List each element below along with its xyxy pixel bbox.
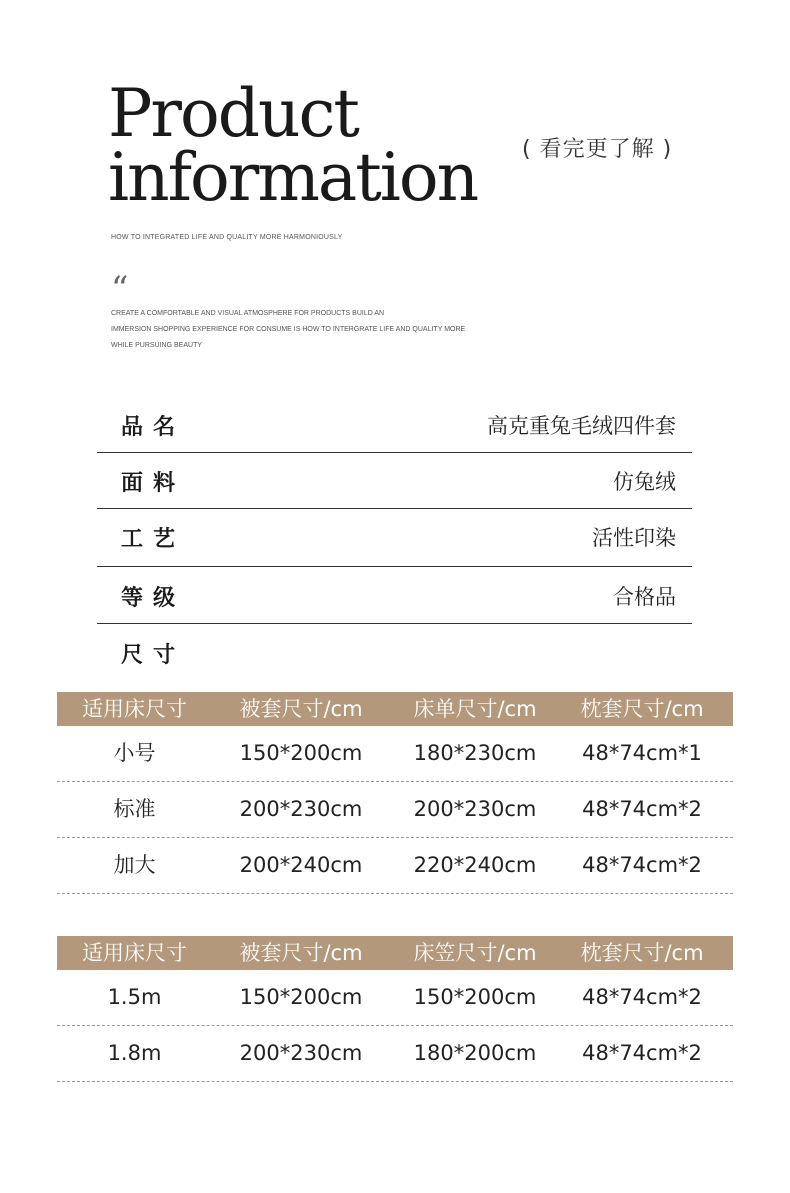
page-title bbox=[108, 75, 478, 216]
quote-icon: “ bbox=[111, 269, 129, 309]
column-header: 枕套尺寸/cm bbox=[580, 697, 704, 721]
intro-line: IMMERSION SHOPPING EXPERIENCE FOR CONSUME IS HOW TO INTERGRATE LIFE AND QUALITY MORE bbox=[111, 326, 466, 333]
table-cell: 200*230cm bbox=[239, 797, 363, 821]
table-cell: 180*230cm bbox=[413, 741, 537, 765]
table-row bbox=[57, 838, 733, 894]
table-row bbox=[57, 970, 733, 1026]
table-header bbox=[57, 936, 733, 970]
column-header: 适用床尺寸 bbox=[82, 697, 187, 721]
spec-row-craft bbox=[97, 508, 692, 567]
column-header: 床单尺寸/cm bbox=[413, 697, 537, 721]
table-cell: 150*200cm bbox=[239, 741, 363, 765]
table-cell: 150*200cm bbox=[413, 985, 537, 1009]
table-cell: 标准 bbox=[113, 797, 156, 821]
spec-key: 品名 bbox=[121, 415, 186, 440]
intro-line: WHILE PURSUING BEAUTY bbox=[111, 342, 203, 349]
spec-row-fabric bbox=[97, 452, 692, 509]
column-header: 床笠尺寸/cm bbox=[413, 941, 537, 965]
intro-line: CREATE A COMFORTABLE AND VISUAL ATMOSPHERE FOR PRODUCTS BUILD AN bbox=[111, 310, 385, 317]
spec-value: 高克重兔毛绒四件套 bbox=[487, 414, 676, 438]
spec-row-name bbox=[97, 396, 692, 453]
table-cell: 1.5m bbox=[107, 985, 162, 1009]
table-cell: 48*74cm*2 bbox=[582, 985, 702, 1009]
table-cell: 48*74cm*2 bbox=[582, 797, 702, 821]
spec-value: 仿兔绒 bbox=[613, 470, 676, 494]
table-cell: 小号 bbox=[113, 741, 156, 765]
table-cell: 200*230cm bbox=[239, 1041, 363, 1065]
table-cell: 48*74cm*2 bbox=[582, 853, 702, 877]
spec-value: 活性印染 bbox=[592, 526, 676, 550]
table-cell: 150*200cm bbox=[239, 985, 363, 1009]
spec-key: 面料 bbox=[121, 471, 186, 496]
tagline: HOW TO INTEGRATED LIFE AND QUALITY MORE HARMONIOUSLY bbox=[111, 234, 343, 241]
read-more-note: ( 看完更了解 ) bbox=[522, 137, 673, 162]
spec-value: 合格品 bbox=[613, 585, 676, 609]
column-header: 适用床尺寸 bbox=[82, 941, 187, 965]
table-cell: 180*200cm bbox=[413, 1041, 537, 1065]
title-line-2: information bbox=[108, 139, 478, 216]
spec-key: 工艺 bbox=[121, 527, 186, 552]
table-cell: 200*230cm bbox=[413, 797, 537, 821]
title-line-1: Product bbox=[108, 75, 358, 152]
table-cell: 加大 bbox=[113, 853, 156, 877]
column-header: 被套尺寸/cm bbox=[239, 697, 363, 721]
spec-key: 等级 bbox=[121, 586, 186, 611]
table-row bbox=[57, 726, 733, 782]
intro-text bbox=[111, 306, 531, 354]
spec-row-size bbox=[97, 624, 692, 680]
table-cell: 48*74cm*2 bbox=[582, 1041, 702, 1065]
table-cell: 1.8m bbox=[107, 1041, 162, 1065]
spec-key: 尺寸 bbox=[121, 643, 186, 668]
table-cell: 48*74cm*1 bbox=[582, 741, 702, 765]
table-cell: 220*240cm bbox=[413, 853, 537, 877]
table-header bbox=[57, 692, 733, 726]
spec-row-grade bbox=[97, 567, 692, 624]
column-header: 被套尺寸/cm bbox=[239, 941, 363, 965]
size-table-fitted bbox=[57, 936, 733, 1082]
table-cell: 200*240cm bbox=[239, 853, 363, 877]
size-table-sheet bbox=[57, 692, 733, 894]
table-row bbox=[57, 782, 733, 838]
table-row bbox=[57, 1026, 733, 1082]
column-header: 枕套尺寸/cm bbox=[580, 941, 704, 965]
